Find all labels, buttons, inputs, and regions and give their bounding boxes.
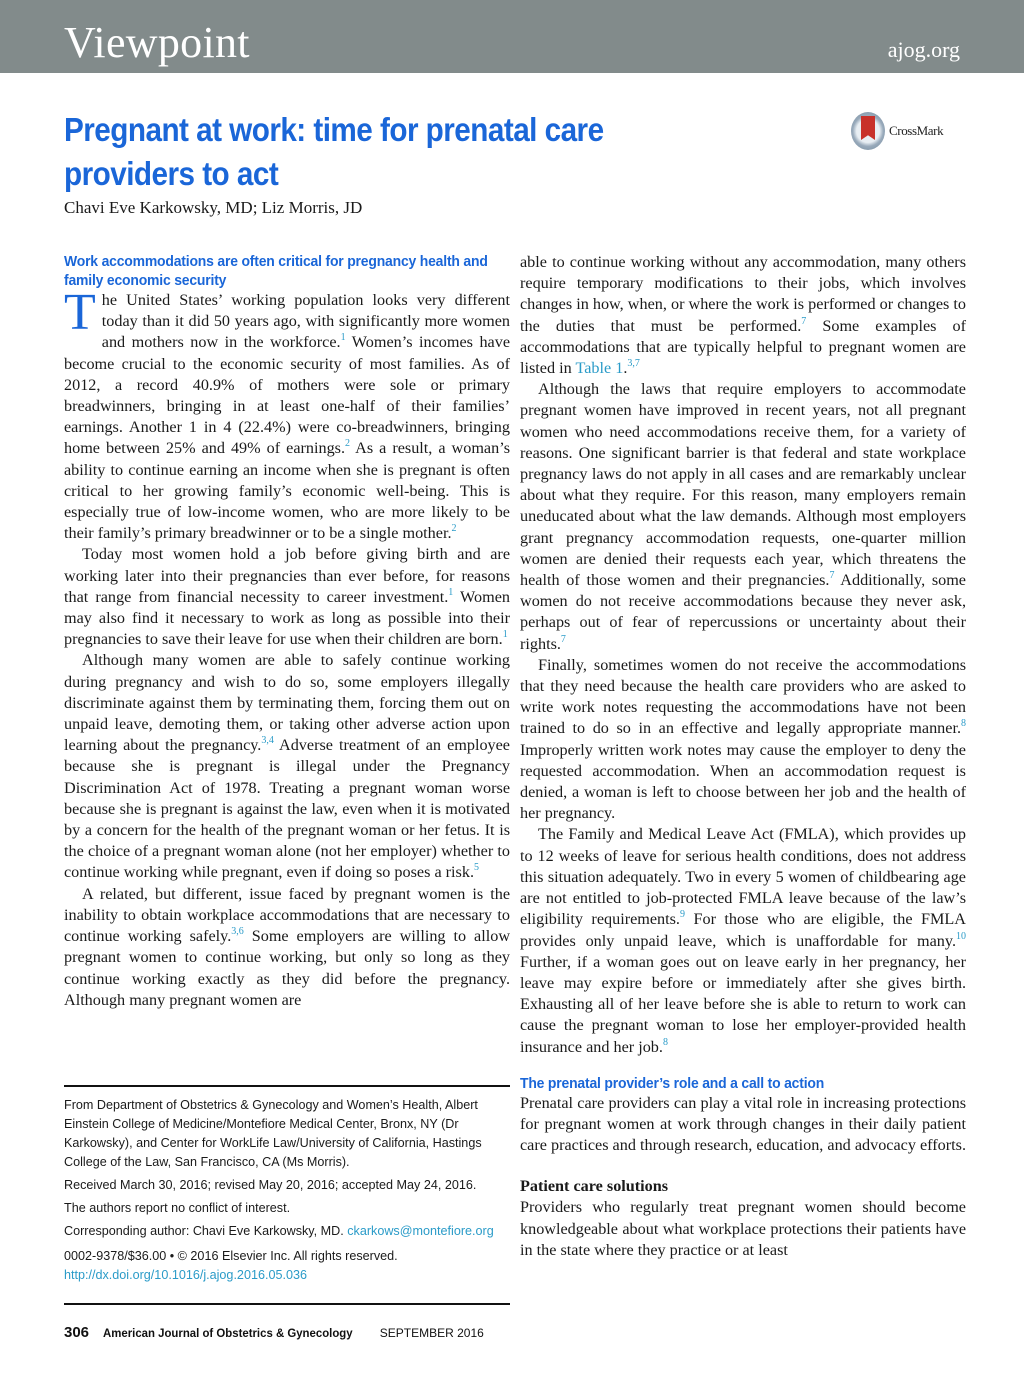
text: Adverse treatment of an employee because she is pregnant is illegal under the Pregnancy Discrimination Act of 1978. Treating a pregnant woman worse because she is pregnant is against the law, even when it is motivated by a concern for the health of the pregnant woman or her fetus. It is the choice of a pregnant woman alone (not her employer) whether to continue working while pregnant, even if doing so poses a risk.: [64, 736, 510, 882]
reference-link[interactable]: 7: [801, 315, 807, 327]
email-link[interactable]: ckarkows@montefiore.org: [347, 1224, 494, 1238]
site-link[interactable]: ajog.org: [887, 37, 960, 62]
drop-cap: T: [64, 284, 96, 341]
paragraph-continued: [520, 252, 966, 379]
reference-link[interactable]: 2: [345, 438, 351, 450]
text: The Family and Medical Leave Act (FMLA), which provides up to 12 weeks of leave for serious health conditions, does not address this situation adequately. Two in every 5 women of childbearing age are not entitled to job-protected FMLA leave because of the law’s eligibility requirements.: [520, 825, 966, 929]
reference-link[interactable]: 1: [502, 629, 508, 641]
reference-link[interactable]: 3,7: [627, 358, 640, 370]
right-column: [520, 252, 966, 1261]
text: Additionally, some women do not receive accommodations because they never ask, perhaps out of fear of repercussions or uncertainty about their rights.: [520, 571, 966, 653]
reference-link[interactable]: 10: [956, 930, 966, 942]
reference-link[interactable]: 7: [829, 570, 835, 582]
footnote-divider: [64, 1085, 510, 1087]
crossmark-icon: [851, 112, 885, 150]
section-heading: The prenatal provider’s role and a call to action: [520, 1074, 825, 1092]
reference-link[interactable]: 3,4: [261, 735, 274, 747]
text: Although the laws that require employers to accommodate pregnant women have improved in recent years, not all pregnant women who need accommodations receive them, for a variety of reasons. One significant barrier is that federal and state workplace pregnancy laws do not apply in all cases and are remarkably unclear about what they require. For this reason, many employers remain uneducated about what the law demands. Although most employers grant pregnancy accommodation requests, one-quarter million women are denied their requests each year, which threatens the health of those women and their pregnancies.: [520, 380, 966, 590]
paragraph: Providers who regularly treat pregnant women should become knowledgeable about what workplace protections their patients have in the state where they practice or at least: [520, 1198, 966, 1259]
paragraph: [520, 824, 966, 1057]
text: Women may also find it necessary to work as long as possible into their pregnancies to save their leave for use when their children are born.: [64, 587, 510, 649]
received-dates: Received March 30, 2016; revised May 20, 2016; accepted May 24, 2016.: [64, 1178, 477, 1192]
text: Women’s incomes have become crucial to the economic security of most families. As of 2012, a record 40.9% of mothers were sole or primary breadwinners, bringing in at least one-half of their families’ earnings. Another 1 in 4 (22.4%) were co-breadwinners, bringing home between 25% and 49% of earnings.: [64, 333, 511, 458]
left-column: [64, 252, 510, 1011]
page-number: 306: [64, 1324, 90, 1341]
journal-name: American Journal of Obstetrics & Gynecology: [103, 1326, 353, 1340]
authors: Chavi Eve Karkowsky, MD; Liz Morris, JD: [64, 198, 363, 217]
reference-link[interactable]: 8: [961, 718, 966, 730]
text: Although many women are able to safely continue working during pregnancy and wish to do so, some employers illegally discriminate against them by terminating them, forcing them out on unpaid leave, demoting them, or taking other adverse action upon learning about the pregnancy.: [64, 651, 510, 755]
reference-link[interactable]: 2: [451, 523, 457, 535]
conflict-statement: The authors report no conflict of interest.: [64, 1201, 291, 1215]
text: .: [623, 359, 628, 378]
text: Finally, sometimes women do not receive the accommodations that they need because the health care providers who are asked to write work notes requesting the accommodations have not been trained to do so in an effective and legally appropriate manner.: [520, 655, 966, 738]
text: Improperly written work notes may cause the employer to deny the requested accommodation. When an accommodation request is denied, a woman is left to choose between her job and the health of her pregnancy.: [520, 740, 966, 823]
reference-link[interactable]: 1: [340, 332, 346, 344]
affiliation: From Department of Obstetrics & Gynecology and Women’s Health, Albert Einstein College of Medicine/Montefiore Medical Center, Bronx, NY (Dr Karkowsky), and Center for WorkLife Law/University of California, Hastings College of the Law, San Francisco, CA (Ms Morris).: [64, 1098, 482, 1169]
crossmark-label: CrossMark: [889, 123, 944, 138]
reference-link[interactable]: 9: [679, 909, 685, 921]
doi-link[interactable]: http://dx.doi.org/10.1016/j.ajog.2016.05.036: [64, 1268, 307, 1282]
text: able to continue working without any accommodation, many others require temporary modifications to their jobs, which involves changes in how, when, or where the work is performed or changes to the duties that must be performed.: [520, 253, 966, 335]
reference-link[interactable]: 1: [448, 586, 454, 598]
text: Today most women hold a job before giving birth and are working later into their pregnancies than ever before, for reasons that range from financial necessity to career investment.: [64, 545, 510, 606]
paragraph: [64, 284, 511, 544]
paragraph: [520, 379, 966, 655]
paragraph: Prenatal care providers can play a vital role in increasing protections for pregnant women at work through changes in their daily patient care practices and through research, education, and advocacy efforts.: [520, 1093, 966, 1155]
footnotes: [64, 1096, 514, 1289]
issue-date: SEPTEMBER 2016: [379, 1326, 484, 1340]
reference-link[interactable]: 5: [474, 862, 479, 874]
reference-link[interactable]: 3,6: [231, 926, 244, 938]
section-label: Viewpoint: [64, 18, 250, 67]
paragraph: [520, 655, 966, 825]
paragraph: [64, 544, 510, 650]
article-title: Pregnant at work: time for prenatal care providers to act: [64, 111, 604, 192]
section-heading: Work accommodations are often critical for pregnancy health and family economic security: [64, 253, 488, 289]
page-footer: [64, 1324, 484, 1341]
paragraph: [64, 650, 510, 883]
reference-link[interactable]: 8: [662, 1036, 668, 1048]
text: Some employers are willing to allow pregnant women to continue working, but only so long as they continue working exactly as they did before the pregnancy. Although many pregnant women are: [64, 927, 511, 1009]
paragraph: [64, 884, 510, 1011]
text: Corresponding author: Chavi Eve Karkowsky, MD.: [64, 1224, 348, 1238]
text: As a result, a woman’s ability to continue earning an income when she is pregnant is often critical to her growing family’s economic well-being. This is especially true of low-income women, who are more likely to be their family’s primary breadwinner or to be a single mother.: [64, 439, 510, 543]
copyright: 0002-9378/$36.00 • © 2016 Elsevier Inc. All rights reserved.: [64, 1249, 398, 1263]
text: A related, but different, issue faced by pregnant women is the inability to obtain workplace accommodations that are necessary to continue working safely.: [64, 884, 510, 946]
table-1-link[interactable]: Table 1: [575, 359, 624, 378]
text: he United States’ working population looks very different today than it did 50 years ago, with significantly more women and mothers now in the workforce.: [101, 291, 510, 352]
subsection-heading: Patient care solutions: [520, 1177, 669, 1196]
corresponding-author: [64, 1222, 514, 1241]
crossmark-badge[interactable]: [851, 112, 943, 150]
text: Some examples of accommodations that are typically helpful to pregnant women are listed in: [520, 316, 966, 378]
header-bar: [0, 0, 1024, 73]
text: For those who are eligible, the FMLA provides only unpaid leave, which is unaffordable for many.: [520, 910, 966, 950]
footer-divider: [64, 1303, 510, 1305]
reference-link[interactable]: 7: [560, 633, 566, 645]
text: Further, if a woman goes out on leave early in her pregnancy, her leave may expire before or immediately after she gives birth. Exhausting all of her leave before she is able to return to work can cause the pregnant woman to lose her employer-provided health insurance and her job.: [520, 952, 966, 1056]
